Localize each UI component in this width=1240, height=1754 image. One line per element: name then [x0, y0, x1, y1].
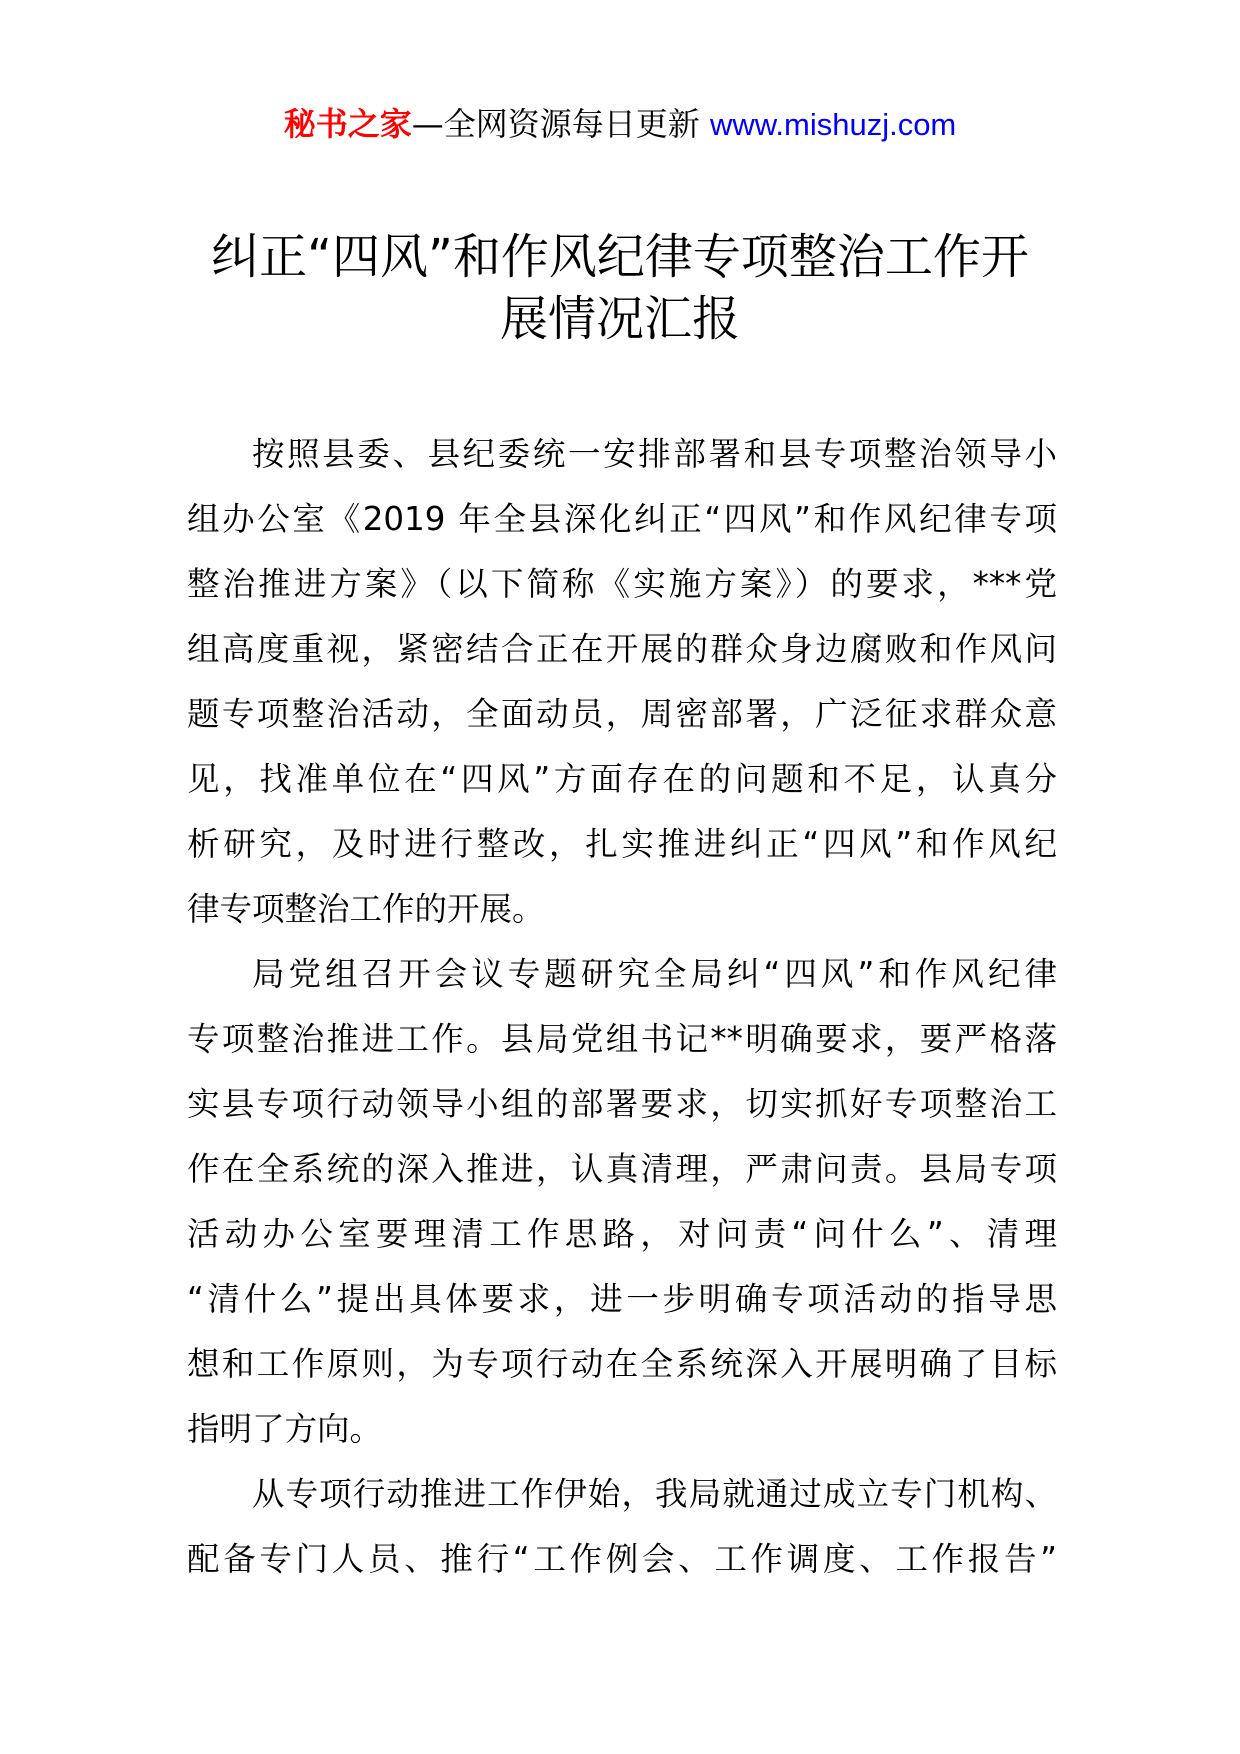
paragraph-line: “清什么”提出具体要求，进一步明确专项活动的指导思: [187, 1280, 1057, 1318]
title-line: 展情况汇报: [499, 291, 740, 347]
header-tagline: —全网资源每日更新: [411, 105, 700, 143]
paragraph-line: 指明了方向。: [187, 1410, 383, 1448]
document-body: [187, 422, 1057, 1592]
paragraph-line: 组高度重视，紧密结合正在开展的群众身边腐败和作风问: [187, 630, 1057, 668]
paragraph-line: 局党组召开会议专题研究全局纠“四风”和作风纪律: [252, 955, 1057, 993]
paragraph-line: 按照县委、县纪委统一安排部署和县专项整治领导小: [252, 435, 1057, 473]
paragraph-line: 想和工作原则，为专项行动在全系统深入开展明确了目标: [187, 1345, 1057, 1383]
paragraph-line: 律专项整治工作的开展。: [187, 890, 545, 928]
brand-name: 秘书之家: [283, 105, 412, 143]
paragraph-line: 活动办公室要理清工作思路，对问责“问什么”、清理: [187, 1215, 1057, 1253]
document-title: [190, 226, 1050, 350]
paragraph-line: 作在全系统的深入推进，认真清理，严肃问责。县局专项: [187, 1150, 1057, 1188]
paragraph-line: 专项整治推进工作。县局党组书记**明确要求，要严格落: [187, 1020, 1057, 1058]
title-line: 纠正“四风”和作风纪律专项整治工作开: [211, 229, 1029, 285]
paragraph-line: 见，找准单位在“四风”方面存在的问题和不足，认真分: [187, 760, 1057, 798]
paragraph-line: 实县专项行动领导小组的部署要求，切实抓好专项整治工: [187, 1085, 1057, 1123]
paragraph-line: 从专项行动推进工作伊始，我局就通过成立专门机构、: [252, 1475, 1057, 1513]
paragraph-line: 配备专门人员、推行“工作例会、工作调度、工作报告”: [187, 1540, 1057, 1578]
paragraph-line: 题专项整治活动，全面动员，周密部署，广泛征求群众意: [187, 695, 1057, 733]
paragraph-line: 整治推进方案》（以下简称《实施方案》）的要求，***党: [187, 565, 1057, 603]
site-header: [0, 104, 1240, 145]
paragraph-line: 析研究，及时进行整改，扎实推进纠正“四风”和作风纪: [187, 825, 1057, 863]
site-url-link[interactable]: www.mishuzj.com: [709, 107, 957, 142]
paragraph-line: 组办公室《2019 年全县深化纠正“四风”和作风纪律专项: [187, 500, 1057, 538]
